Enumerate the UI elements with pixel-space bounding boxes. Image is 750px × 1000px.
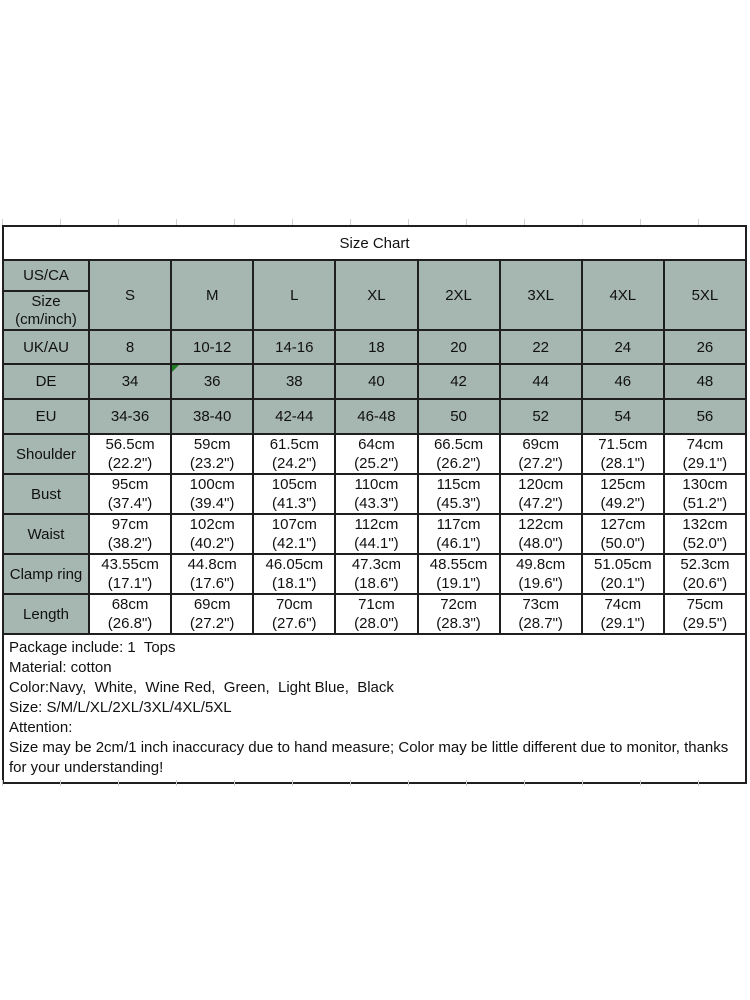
note-color: Color:Navy, White, Wine Red, Green, Light Blue, Black <box>9 679 394 696</box>
row-label: Shoulder <box>3 434 89 474</box>
note-package: Package include: 1 Tops <box>9 639 176 656</box>
cell: 50 <box>418 399 500 434</box>
cell: 44.8cm (17.6") <box>171 554 253 594</box>
cell: 48 <box>664 364 746 399</box>
cell: 48.55cm (19.1") <box>418 554 500 594</box>
header-size-unit-label <box>3 291 89 330</box>
cell: 100cm (39.4") <box>171 474 253 514</box>
title-row <box>3 226 746 260</box>
cell: 132cm (52.0") <box>664 514 746 554</box>
cell: 125cm (49.2") <box>582 474 664 514</box>
cell: 22 <box>500 330 582 364</box>
note-material: Material: cotton <box>9 659 112 676</box>
cell: 18 <box>335 330 417 364</box>
size-header-xl: XL <box>335 260 417 330</box>
cell: 70cm (27.6") <box>253 594 335 634</box>
cell: 95cm (37.4") <box>89 474 171 514</box>
cell: 112cm (44.1") <box>335 514 417 554</box>
size-header-4xl: 4XL <box>582 260 664 330</box>
header-size-label-line2: (cm/inch) <box>15 310 77 328</box>
cell: 24 <box>582 330 664 364</box>
cell: 42 <box>418 364 500 399</box>
table-row-bust <box>3 474 746 514</box>
size-header-l: L <box>253 260 335 330</box>
cell: 34-36 <box>89 399 171 434</box>
cell: 42-44 <box>253 399 335 434</box>
size-header-2xl: 2XL <box>418 260 500 330</box>
cell: 59cm (23.2") <box>171 434 253 474</box>
note-disclaimer: Size may be 2cm/1 inch inaccuracy due to hand measure; Color may be little different due to monitor, thanks for your understanding! <box>9 739 733 776</box>
cell: 46 <box>582 364 664 399</box>
notes-row <box>3 634 746 783</box>
table-row-length <box>3 594 746 634</box>
cell: 56 <box>664 399 746 434</box>
cell: 120cm (47.2") <box>500 474 582 514</box>
cell: 40 <box>335 364 417 399</box>
cell: 64cm (25.2") <box>335 434 417 474</box>
cell: 115cm (45.3") <box>418 474 500 514</box>
table-row-clamp-ring <box>3 554 746 594</box>
cell: 122cm (48.0") <box>500 514 582 554</box>
excel-error-indicator-icon <box>172 365 179 372</box>
cell: 54 <box>582 399 664 434</box>
cell: 107cm (42.1") <box>253 514 335 554</box>
cell: 102cm (40.2") <box>171 514 253 554</box>
cell: 56.5cm (22.2") <box>89 434 171 474</box>
cell: 51.05cm (20.1") <box>582 554 664 594</box>
cell: 68cm (26.8") <box>89 594 171 634</box>
cell <box>171 364 253 399</box>
table-row-shoulder <box>3 434 746 474</box>
cell: 74cm (29.1") <box>664 434 746 474</box>
cell: 110cm (43.3") <box>335 474 417 514</box>
size-header-s: S <box>89 260 171 330</box>
cell: 26 <box>664 330 746 364</box>
size-header-5xl: 5XL <box>664 260 746 330</box>
size-header-3xl: 3XL <box>500 260 582 330</box>
header-region-label: US/CA <box>3 260 89 291</box>
row-label: EU <box>3 399 89 434</box>
cell: 61.5cm (24.2") <box>253 434 335 474</box>
cell: 72cm (28.3") <box>418 594 500 634</box>
cell: 43.55cm (17.1") <box>89 554 171 594</box>
header-row <box>3 260 746 291</box>
note-size: Size: S/M/L/XL/2XL/3XL/4XL/5XL <box>9 699 232 716</box>
table-row-ukau <box>3 330 746 364</box>
cell: 73cm (28.7") <box>500 594 582 634</box>
cell: 52 <box>500 399 582 434</box>
table-row-de <box>3 364 746 399</box>
cell: 46.05cm (18.1") <box>253 554 335 594</box>
cell-value: 36 <box>203 373 221 390</box>
cell: 38 <box>253 364 335 399</box>
header-size-label-line1: Size <box>31 292 61 310</box>
table-title: Size Chart <box>3 226 746 260</box>
cell: 14-16 <box>253 330 335 364</box>
cell: 47.3cm (18.6") <box>335 554 417 594</box>
product-notes <box>3 634 746 783</box>
table-row-eu <box>3 399 746 434</box>
cell: 69cm (27.2") <box>171 594 253 634</box>
cell: 44 <box>500 364 582 399</box>
cell: 97cm (38.2") <box>89 514 171 554</box>
cell: 8 <box>89 330 171 364</box>
cell: 75cm (29.5") <box>664 594 746 634</box>
table-row-waist <box>3 514 746 554</box>
note-attention: Attention: <box>9 719 73 736</box>
cell: 127cm (50.0") <box>582 514 664 554</box>
cell: 52.3cm (20.6") <box>664 554 746 594</box>
cell: 20 <box>418 330 500 364</box>
cell: 10-12 <box>171 330 253 364</box>
row-label: DE <box>3 364 89 399</box>
cell: 130cm (51.2") <box>664 474 746 514</box>
cell: 34 <box>89 364 171 399</box>
cell: 117cm (46.1") <box>418 514 500 554</box>
size-header-m: M <box>171 260 253 330</box>
cell: 69cm (27.2") <box>500 434 582 474</box>
cell: 71cm (28.0") <box>335 594 417 634</box>
cell: 46-48 <box>335 399 417 434</box>
spreadsheet-gridline-ticks-bottom <box>2 780 748 786</box>
cell: 66.5cm (26.2") <box>418 434 500 474</box>
row-label: Waist <box>3 514 89 554</box>
row-label: Length <box>3 594 89 634</box>
row-label: UK/AU <box>3 330 89 364</box>
row-label: Clamp ring <box>3 554 89 594</box>
row-label: Bust <box>3 474 89 514</box>
cell: 38-40 <box>171 399 253 434</box>
size-chart-table <box>2 225 747 784</box>
cell: 74cm (29.1") <box>582 594 664 634</box>
cell: 49.8cm (19.6") <box>500 554 582 594</box>
cell: 105cm (41.3") <box>253 474 335 514</box>
cell: 71.5cm (28.1") <box>582 434 664 474</box>
